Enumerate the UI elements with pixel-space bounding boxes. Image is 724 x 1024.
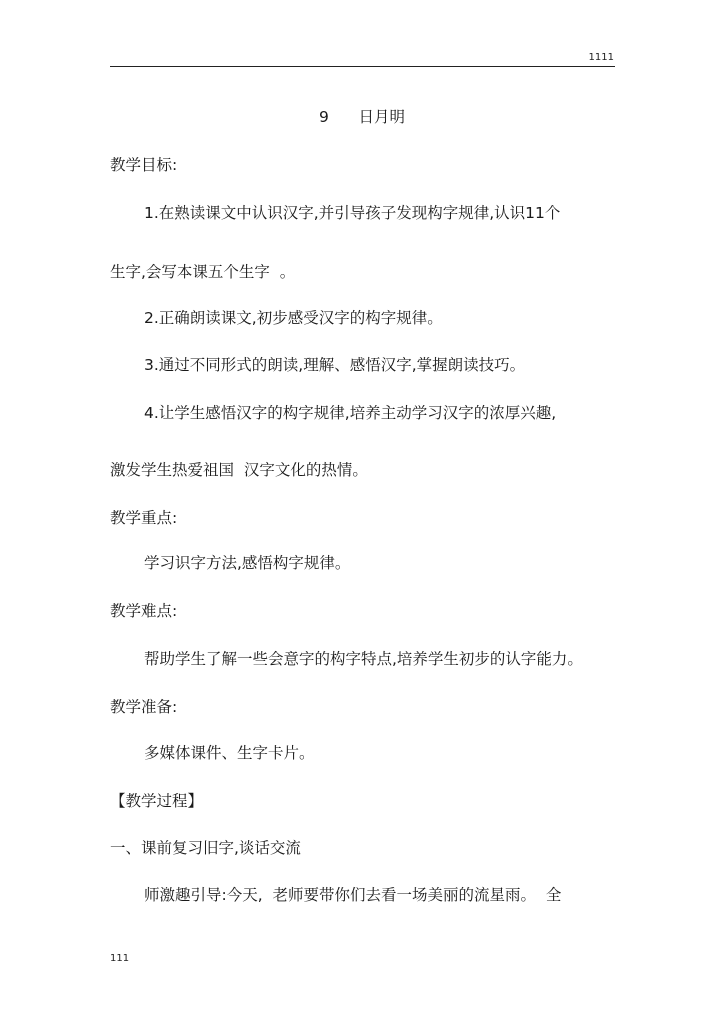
process-heading: 【教学过程】: [110, 792, 204, 810]
footer-page-number: 111: [110, 953, 130, 964]
goal-3: 3.通过不同形式的朗读,理解、感悟汉字,掌握朗读技巧。: [144, 356, 526, 374]
preparation-content: 多媒体课件、生字卡片。: [144, 744, 315, 762]
difficult-points-heading: 教学难点:: [110, 602, 178, 620]
difficult-points-content: 帮助学生了解一些会意字的构字特点,培养学生初步的认字能力。: [144, 650, 583, 668]
teaching-goals-heading: 教学目标:: [110, 156, 178, 174]
goal-4-line-2: 激发学生热爱祖国 汉字文化的热情。: [110, 461, 368, 479]
goal-1-line-2: 生字,会写本课五个生字 。: [110, 263, 296, 281]
key-points-content: 学习识字方法,感悟构字规律。: [144, 554, 351, 572]
header-page-number: 1111: [588, 52, 614, 63]
preparation-heading: 教学准备:: [110, 698, 178, 716]
section-1-paragraph: 师激趣引导:今天, 老师要带你们去看一场美丽的流星雨。 全: [144, 886, 562, 904]
key-points-heading: 教学重点:: [110, 509, 178, 527]
lesson-title: 9 日月明: [319, 108, 405, 126]
header-rule: [110, 66, 615, 67]
goal-2: 2.正确朗读课文,初步感受汉字的构字规律。: [144, 309, 443, 327]
goal-1-line-1: 1.在熟读课文中认识汉字,并引导孩子发现构字规律,认识11个: [144, 204, 561, 222]
goal-4-line-1: 4.让学生感悟汉字的构字规律,培养主动学习汉字的浓厚兴趣,: [144, 404, 557, 422]
section-1-heading: 一、课前复习旧字,谈话交流: [110, 839, 301, 857]
